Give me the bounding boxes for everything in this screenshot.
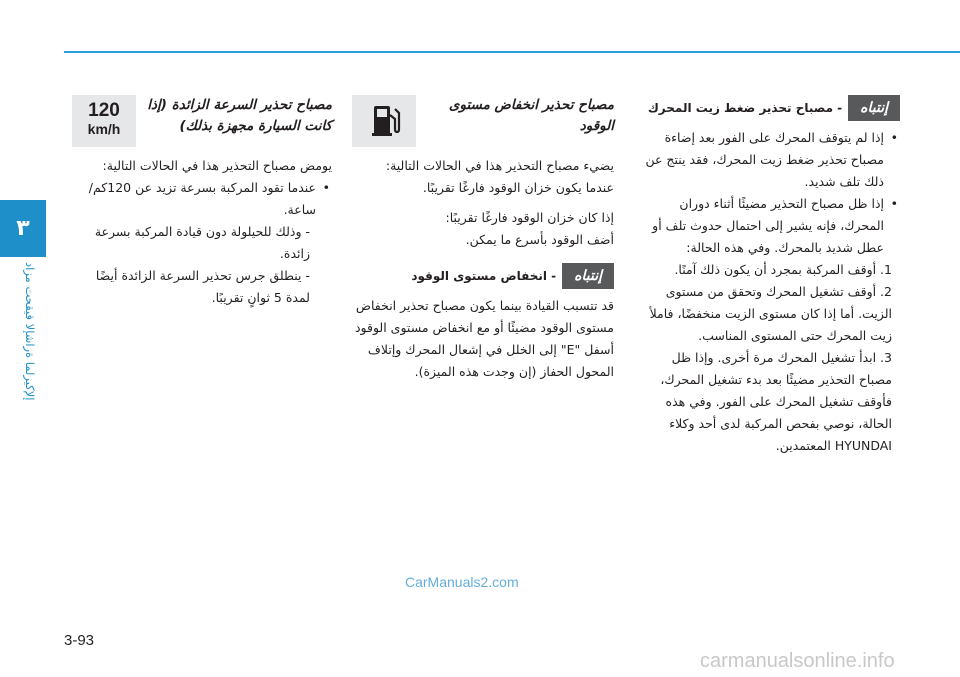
caution-title: - انخفاض مستوى الوقود: [411, 269, 557, 283]
speed-sub-1: - وذلك للحيلولة دون قيادة المركبة بسرعة زائدة.: [94, 224, 310, 261]
oil-step-1: 1. أوقف المركبة بمجرد أن يكون ذلك آمنًا.: [674, 262, 892, 277]
watermark-link[interactable]: CarManuals2.com: [405, 574, 519, 590]
oil-step-3: 3. ابدأ تشغيل المحرك مرة أخرى. وإذا ظل مصباح التحذير مضيئًا بعد بدء تشغيل المحرك، فأوقف تشغيل المحرك على الفور. وفي هذه الحالة، نوصي بفحص المركبة لدى أحد وكلاء HYUNDAI المعتمدين.: [660, 350, 892, 453]
fuel-p3: أضف الوقود بأسرع ما يمكن.: [465, 232, 614, 247]
speed-warning-icon: [72, 95, 136, 147]
oil-bullet-1: • إذا لم يتوقف المحرك على الفور بعد إضاءة مصباح تحذير ضغط زيت المحرك، فقد ينتج عن ذلك تلف شديد.: [636, 127, 900, 193]
chapter-caption: إلإكيرلما ةراشإلا قيقحت مزاد: [23, 262, 37, 401]
fuel-p2: إذا كان خزان الوقود فارغًا تقريبًا:: [445, 210, 614, 225]
speed-intro: يومض مصباح التحذير هذا في الحالات التالية:: [102, 158, 332, 173]
oil-bullet-2: • إذا ظل مصباح التحذير مضيئًا أثناء دوران المحرك، فإنه يشير إلى احتمال حدوث تلف أو عطل شديد بالمحرك. وفي هذه الحالة:: [636, 193, 900, 259]
fuel-p1: عندما يكون خزان الوقود فارغًا تقريبًا.: [422, 180, 614, 195]
fuel-heading: مصباح تحذير انخفاض مستوى الوقود: [448, 97, 614, 134]
caution-label: إنتباه: [562, 263, 614, 289]
oil-caution-header: [636, 95, 900, 121]
fuel-caution-header: [352, 263, 614, 289]
chapter-tab: [0, 200, 46, 257]
speed-warning-section: [72, 95, 332, 309]
oil-pressure-section: [636, 95, 900, 457]
speed-icon-value: 120: [88, 100, 120, 121]
footer-brand: carmanualsonline.info: [700, 650, 895, 672]
page-number: 3-93: [64, 632, 95, 649]
speed-heading: مصباح تحذير السرعة الزائدة (إذا كانت السيارة مجهزة بذلك): [147, 97, 332, 134]
caution-title: - مصباح تحذير ضغط زيت المحرك: [647, 101, 843, 115]
speed-icon-unit: km/h: [87, 121, 121, 137]
fuel-intro: يضيء مصباح التحذير هذا في الحالات التالية:: [385, 158, 614, 173]
fuel-pump-icon: [352, 95, 416, 147]
speed-bullet: • عندما تقود المركبة بسرعة تزيد عن 120كم/ساعة.: [72, 177, 332, 221]
chapter-number: ٣: [16, 216, 30, 241]
oil-step-2: 2. أوقف تشغيل المحرك وتحقق من مستوى الزيت. أما إذا كان مستوى الزيت منخفضًا، فاملأ زيت المحرك حتى المستوى المناسب.: [649, 284, 892, 343]
fuel-warning-section: [352, 95, 614, 383]
fuel-caution-text: قد تتسبب القيادة بينما يكون مصباح تحذير انخفاض مستوى الوقود مضيئًا أو مع انخفاض مستوى الوقود أسفل "E" إلى الخلل في إشعال المحرك وإتلاف المحول الحفاز (إن وجدت هذه الميزة).: [354, 298, 614, 379]
speed-sub-2: - ينطلق جرس تحذير السرعة الزائدة أيضًا لمدة 5 ثوانٍ تقريبًا.: [95, 268, 310, 305]
caution-label: إنتباه: [848, 95, 900, 121]
top-rule: [64, 51, 960, 53]
